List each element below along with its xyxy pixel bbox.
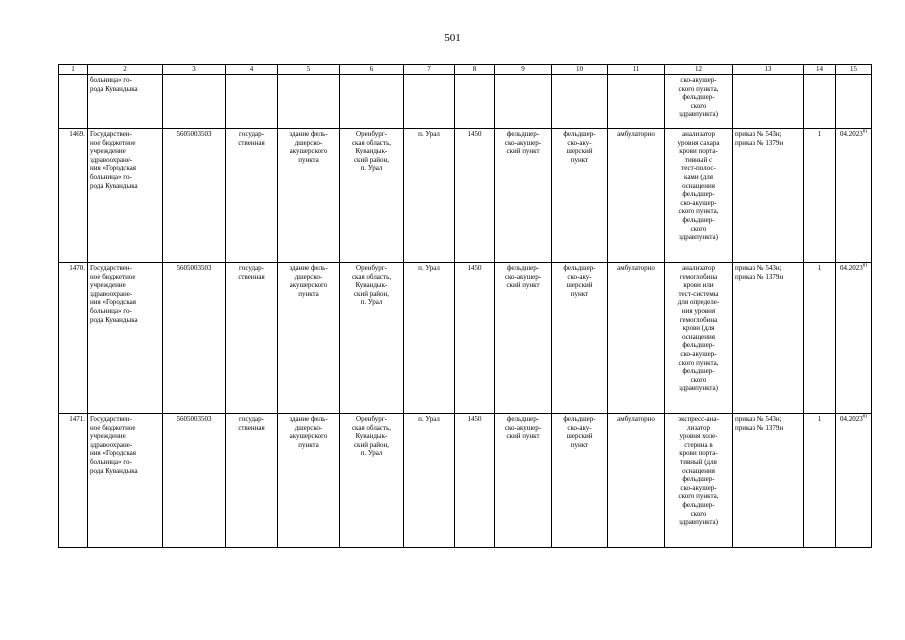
table-cell <box>340 75 404 129</box>
building-cell: здание фель- дшерско- акушерского пункта <box>278 129 340 263</box>
column-number: 6 <box>340 65 404 75</box>
quantity-cell: 1 <box>804 129 836 263</box>
unit-type-cell: фельдшер- ско-акушер- ский пункт <box>495 129 552 263</box>
building-cell: здание фель- дшерско- акушерского пункта <box>278 414 340 548</box>
column-number: 8 <box>455 65 495 75</box>
table-cell <box>404 75 455 129</box>
organization-cell: больница» го- рода Кувандыка <box>88 75 163 129</box>
address-cell: Оренбург- ская область, Кувандык- ский район, п. Урал <box>340 263 404 414</box>
ownership-cell: государ- ственная <box>226 263 278 414</box>
date-cell <box>836 414 872 548</box>
column-number: 10 <box>552 65 608 75</box>
order-cell: приказ № 543н; приказ № 1379н <box>733 129 804 263</box>
unit-kind-cell: фельдшер- ско-аку- шерский пункт <box>552 129 608 263</box>
quantity-cell: 1 <box>804 414 836 548</box>
inn-cell: 5605003503 <box>163 263 226 414</box>
column-number: 12 <box>665 65 733 75</box>
quantity-cell: 1 <box>804 263 836 414</box>
table-cell <box>226 75 278 129</box>
unit-kind-cell: фельдшер- ско-аку- шерский пункт <box>552 414 608 548</box>
column-number: 1 <box>59 65 88 75</box>
inn-cell: 5605003503 <box>163 414 226 548</box>
locality-cell: п. Урал <box>404 129 455 263</box>
address-cell: Оренбург- ская область, Кувандык- ский район, п. Урал <box>340 129 404 263</box>
organization-cell: Государствен- ное бюджетное учреждение здравоохране- ния «Городская больница» го- рода Кувандыка <box>88 263 163 414</box>
order-cell: приказ № 543н; приказ № 1379н <box>733 263 804 414</box>
inn-cell: 5605003503 <box>163 129 226 263</box>
table-cell <box>804 75 836 129</box>
page-number: 501 <box>444 32 461 44</box>
ownership-cell: государ- ственная <box>226 129 278 263</box>
column-number: 3 <box>163 65 226 75</box>
column-number: 13 <box>733 65 804 75</box>
date-value: 04.2023 <box>840 264 863 272</box>
table-cell <box>278 75 340 129</box>
equipment-cell: анализатор гемоглобина крови или тест-системы для определе- ния уровня гемоглобина крови (для оснащения фельдшер- ско-акушер- ского пункта, фельдшер- ского здравпункта) <box>665 263 733 414</box>
table-cell <box>495 75 552 129</box>
table-cell <box>733 75 804 129</box>
column-number: 15 <box>836 65 872 75</box>
equipment-cell: экспресс-ана- лизатор уровня холе- стерина в крови порта- тивный (для оснащения фельдшер- ско-акушер- ского пункта, фельдшер- ского здравпункта) <box>665 414 733 548</box>
column-number: 14 <box>804 65 836 75</box>
column-number: 2 <box>88 65 163 75</box>
table-cell <box>455 75 495 129</box>
building-cell: здание фель- дшерско- акушерского пункта <box>278 263 340 414</box>
equipment-cell: ско-акушер- ского пункта, фельдшер- ского здравпункта) <box>665 75 733 129</box>
column-number-row <box>59 65 872 75</box>
column-number: 4 <box>226 65 278 75</box>
row-number: 1470. <box>59 263 88 414</box>
column-number: 7 <box>404 65 455 75</box>
table-row <box>59 129 872 263</box>
address-cell: Оренбург- ская область, Кувандык- ский район, п. Урал <box>340 414 404 548</box>
care-type-cell: амбулаторно <box>608 129 665 263</box>
locality-cell: п. Урал <box>404 263 455 414</box>
organization-cell: Государствен- ное бюджетное учреждение здравоохране- ния «Городская больница» го- рода Кувандыка <box>88 414 163 548</box>
table-row <box>59 414 872 548</box>
footnote-mark: 6) <box>862 414 867 420</box>
organization-cell: Государствен- ное бюджетное учреждение здравоохране- ния «Городская больница» го- рода Кувандыка <box>88 129 163 263</box>
table-cell <box>836 75 872 129</box>
date-cell <box>836 129 872 263</box>
row-number: 1469. <box>59 129 88 263</box>
footnote-mark: 6) <box>862 263 867 269</box>
order-cell: приказ № 543н; приказ № 1379н <box>733 414 804 548</box>
column-number: 9 <box>495 65 552 75</box>
equipment-table <box>58 64 872 548</box>
table-cell <box>608 75 665 129</box>
date-cell <box>836 263 872 414</box>
care-type-cell: амбулаторно <box>608 263 665 414</box>
footnote-mark: 6) <box>862 129 867 135</box>
population-cell: 1450 <box>455 263 495 414</box>
date-value: 04.2023 <box>840 130 863 138</box>
table-cell <box>552 75 608 129</box>
care-type-cell: амбулаторно <box>608 414 665 548</box>
unit-type-cell: фельдшер- ско-акушер- ский пункт <box>495 414 552 548</box>
table-cell <box>163 75 226 129</box>
row-number: 1471. <box>59 414 88 548</box>
equipment-cell: анализатор уровня сахара крови порта- тивный с тест-полос- ками (для оснащения фельдшер- ско-акушер- ского пункта, фельдшер- ского здравпункта) <box>665 129 733 263</box>
population-cell: 1450 <box>455 414 495 548</box>
unit-type-cell: фельдшер- ско-акушер- ский пункт <box>495 263 552 414</box>
locality-cell: п. Урал <box>404 414 455 548</box>
ownership-cell: государ- ственная <box>226 414 278 548</box>
column-number: 11 <box>608 65 665 75</box>
continuation-row <box>59 75 872 129</box>
column-number: 5 <box>278 65 340 75</box>
date-value: 04.2023 <box>840 415 863 423</box>
population-cell: 1450 <box>455 129 495 263</box>
unit-kind-cell: фельдшер- ско-аку- шерский пункт <box>552 263 608 414</box>
table-cell <box>59 75 88 129</box>
table-row <box>59 263 872 414</box>
